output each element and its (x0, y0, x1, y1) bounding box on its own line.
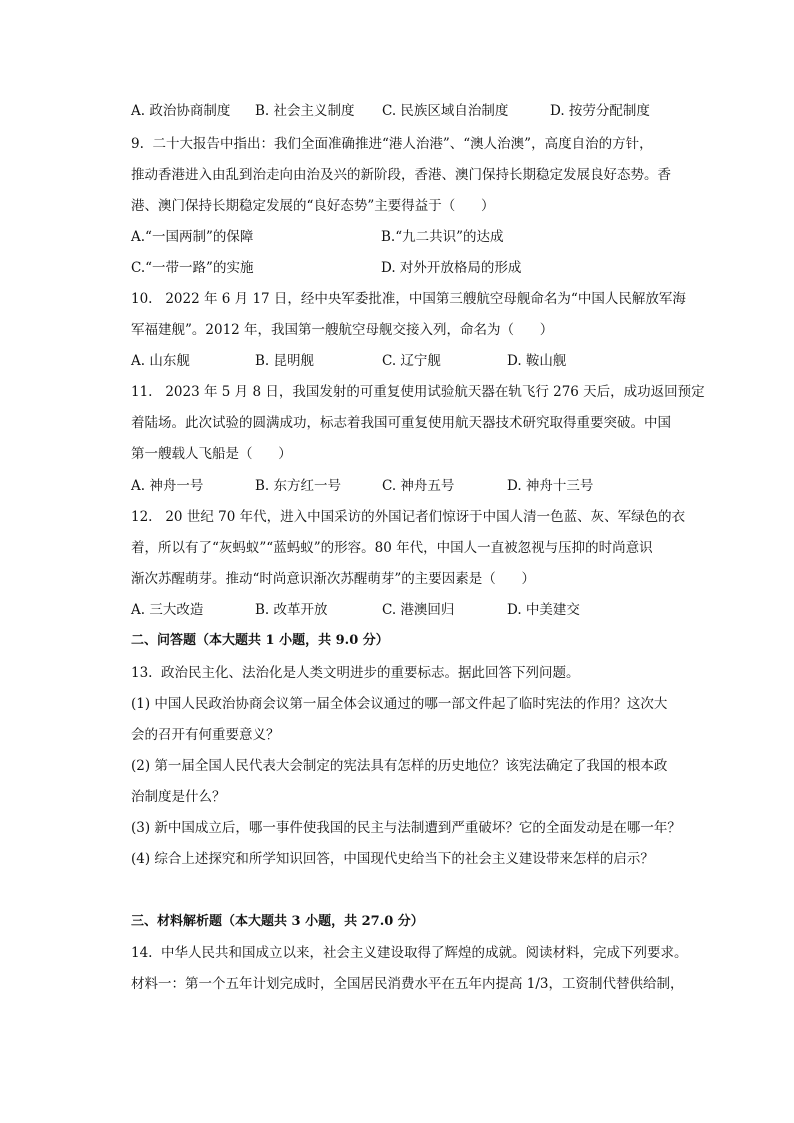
q13-part-3: (3) 新中国成立后，哪一事件使我国的民主与法制遭到严重破坏？它的全面发动是在哪一年？ (131, 820, 681, 836)
q10-option-b: B. 昆明舰 (255, 353, 315, 369)
q9-option-d: D. 对外开放格局的形成 (381, 260, 522, 276)
q9-option-c: C.“一带一路”的实施 (131, 260, 254, 276)
q12-option-d: D. 中美建交 (507, 602, 580, 618)
q13-stem: 13. 政治民主化、法治化是人类文明进步的重要标志。据此回答下列问题。 (131, 665, 580, 681)
q10-stem-line-1: 10. 2022 年 6 月 17 日，经中央军委批准，中国第三艘航空母舰命名为“中国人民解放军海 (131, 291, 686, 307)
q14-stem: 14. 中华人民共和国成立以来，社会主义建设取得了辉煌的成就。阅读材料，完成下列要求。 (131, 945, 688, 961)
q9-stem-line-3: 港、澳门保持长期稳定发展的“良好态势”主要得益于（ ） (131, 198, 495, 214)
q13-part-4: (4) 综合上述探究和所学知识回答，中国现代史给当下的社会主义建设带来怎样的启示？ (131, 851, 654, 867)
q8-option-a: A. 政治协商制度 (131, 103, 231, 119)
q13-part-2-line-1: (2) 第一届全国人民代表大会制定的宪法具有怎样的历史地位？该宪法确定了我国的根本政 (131, 758, 668, 774)
q12-stem-line-2: 着，所以有了“灰蚂蚁”“蓝蚂蚁”的形容。80 年代，中国人一直被忽视与压抑的时尚意识 (131, 540, 653, 556)
q13-part-1-line-2: 会的召开有何重要意义？ (131, 727, 280, 743)
q10-options (131, 351, 691, 371)
q12-stem-line-1: 12. 20 世纪 70 年代，进入中国采访的外国记者们惊讶于中国人清一色蓝、灰、军绿色的衣 (131, 509, 686, 525)
section-3-heading: 三、材料解析题（本大题共 3 小题，共 27.0 分） (131, 914, 424, 929)
section-2-heading: 二、问答题（本大题共 1 小题，共 9.0 分） (131, 633, 389, 648)
q10-option-c: C. 辽宁舰 (382, 353, 441, 369)
q13-part-2-line-2: 治制度是什么？ (131, 789, 226, 805)
q10-option-d: D. 鞍山舰 (507, 353, 567, 369)
q11-option-a: A. 神舟一号 (131, 478, 204, 494)
q9-stem-line-2: 推动香港进入由乱到治走向由治及兴的新阶段，香港、澳门保持长期稳定发展良好态势。香 (131, 167, 671, 183)
q9-options-row-2 (131, 258, 691, 278)
q12-option-b: B. 改革开放 (255, 602, 328, 618)
q12-options (131, 600, 691, 620)
q9-options-row-1 (131, 227, 691, 247)
q13-part-1-line-1: (1) 中国人民政治协商会议第一届全体会议通过的哪一部文件起了临时宪法的作用？这次大 (131, 696, 668, 712)
q8-options (131, 101, 691, 121)
q10-option-a: A. 山东舰 (131, 353, 190, 369)
q11-option-b: B. 东方红一号 (255, 478, 342, 494)
q14-material-1: 材料一：第一个五年计划完成时，全国居民消费水平在五年内提高 1/3，工资制代替供给制， (131, 976, 684, 992)
q12-option-a: A. 三大改造 (131, 602, 204, 618)
q8-option-d: D. 按劳分配制度 (550, 103, 650, 119)
q11-options (131, 476, 691, 496)
q9-stem-line-1: 9. 二十大报告中指出：我们全面准确推进“港人治港”、“澳人治澳”，高度自治的方针， (131, 136, 653, 152)
q11-option-d: D. 神舟十三号 (507, 478, 594, 494)
q11-stem-line-1: 11. 2023 年 5 月 8 日，我国发射的可重复使用试验航天器在轨飞行 276 天后，成功返回预定 (131, 384, 705, 400)
q10-stem-line-2: 军福建舰”。2012 年，我国第一艘航空母舰交接入列，命名为（ ） (131, 322, 554, 338)
q8-option-c: C. 民族区域自治制度 (382, 103, 509, 119)
q12-option-c: C. 港澳回归 (382, 602, 455, 618)
q11-stem-line-2: 着陆场。此次试验的圆满成功，标志着我国可重复使用航天器技术研究取得重要突破。中国 (131, 415, 671, 431)
q12-stem-line-3: 渐次苏醒萌芽。推动“时尚意识渐次苏醒萌芽”的主要因素是（ ） (131, 571, 536, 587)
q11-stem-line-3: 第一艘载人飞船是（ ） (131, 446, 292, 462)
q9-option-a: A.“一国两制”的保障 (131, 229, 254, 245)
q8-option-b: B. 社会主义制度 (255, 103, 355, 119)
q11-option-c: C. 神舟五号 (382, 478, 455, 494)
q9-option-b: B.“九二共识”的达成 (381, 229, 504, 245)
